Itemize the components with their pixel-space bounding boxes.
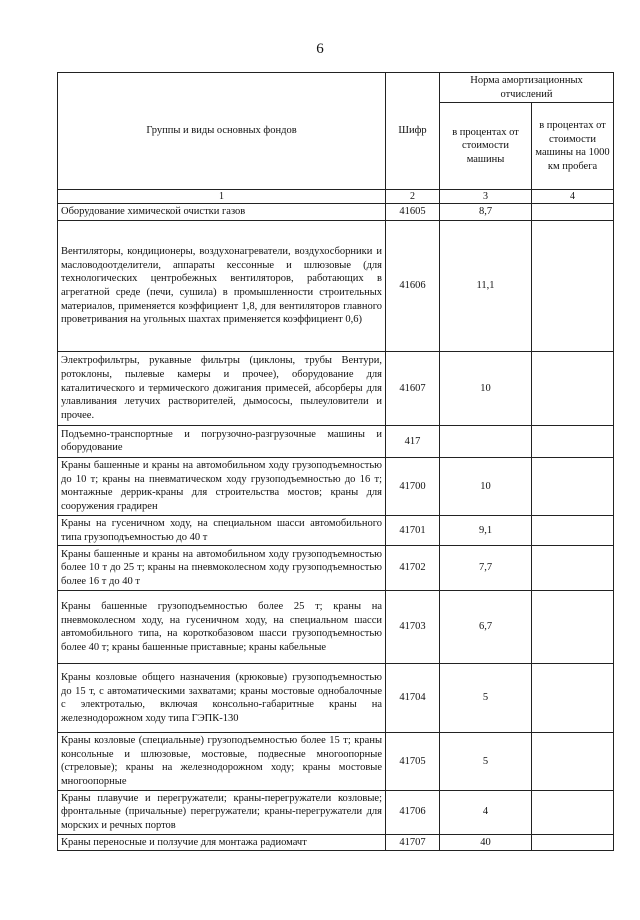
row-norm-km [532, 591, 614, 664]
row-norm-km [532, 220, 614, 351]
table-body [58, 204, 614, 851]
header-code: Шифр [386, 73, 440, 190]
row-norm-km [532, 204, 614, 221]
table-row [58, 351, 614, 425]
table-row [58, 457, 614, 515]
row-norm-pct: 10 [440, 457, 532, 515]
row-norm-pct: 11,1 [440, 220, 532, 351]
row-norm-km [532, 834, 614, 851]
column-number: 3 [440, 190, 532, 204]
table-row [58, 790, 614, 834]
row-code: 41605 [386, 204, 440, 221]
table-row [58, 733, 614, 791]
row-norm-pct: 4 [440, 790, 532, 834]
row-norm-pct: 5 [440, 733, 532, 791]
row-code: 41706 [386, 790, 440, 834]
row-description: Краны башенные и краны на автомобильном ходу грузоподъемностью более 10 т до 25 т; краны на пневмоколесном ходу грузоподъемностью более 16 т до 40 т [58, 546, 386, 591]
row-description: Краны козловые общего назначения (крюковые) грузоподъемностью до 15 т, с автоматическими захватами; краны мостовые однобалочные с электроталью, включая консольно-габаритные краны на железнодорожном ходу типа ГЭПК-130 [58, 664, 386, 733]
row-code: 41700 [386, 457, 440, 515]
table-header [58, 73, 614, 204]
table-row [58, 591, 614, 664]
row-description: Краны переносные и ползучие для монтажа радиомачт [58, 834, 386, 851]
row-norm-pct: 40 [440, 834, 532, 851]
row-description: Краны башенные грузоподъемностью более 25 т; краны на пневмоколесном ходу, на гусеничном ходу, на специальном шасси автомобильного типа, на короткобазовом шасси грузоподъемностью более 40 т; краны башенные приставные; краны кабельные [58, 591, 386, 664]
row-description: Вентиляторы, кондиционеры, воздухонагреватели, воздухосборники и масловодоотделители, аппараты кессонные и шлюзовые (для технологических центробежных вентиляторов, работающих в агрегатной среде (печи, сушила) в промышленности строительных материалов, применяется коэффициент 1,8, для вентиляторов главного проветривания на угольных шахтах применяется коэффициент 0,6) [58, 220, 386, 351]
row-norm-pct: 7,7 [440, 546, 532, 591]
row-norm-km [532, 664, 614, 733]
row-code: 41607 [386, 351, 440, 425]
row-code: 41704 [386, 664, 440, 733]
table-row [58, 664, 614, 733]
row-description: Краны на гусеничном ходу, на специальном шасси автомобильного типа грузоподъемностью до 40 т [58, 515, 386, 545]
row-norm-km [532, 546, 614, 591]
row-norm-pct: 8,7 [440, 204, 532, 221]
table-row [58, 204, 614, 221]
row-norm-km [532, 733, 614, 791]
row-code: 41707 [386, 834, 440, 851]
row-norm-pct: 10 [440, 351, 532, 425]
row-norm-km [532, 457, 614, 515]
row-norm-km [532, 515, 614, 545]
row-code: 41702 [386, 546, 440, 591]
table-row [58, 425, 614, 457]
depreciation-norms-table [57, 72, 614, 851]
header-norm-km: в процентах от стоимости машины на 1000 км пробега [532, 103, 614, 190]
column-numbers-row [58, 190, 614, 204]
header-groups: Группы и виды основных фондов [58, 73, 386, 190]
row-code: 41703 [386, 591, 440, 664]
header-norm: Норма амортизационных отчислений [440, 73, 614, 103]
row-norm-pct: 6,7 [440, 591, 532, 664]
row-norm-km [532, 790, 614, 834]
row-description: Краны плавучие и перегружатели; краны-перегружатели козловые; фронтальные (причальные) перегружатели; краны-перегружатели для морских и речных портов [58, 790, 386, 834]
table-row [58, 834, 614, 851]
header-row-top [58, 73, 614, 103]
table-row [58, 546, 614, 591]
row-code: 41606 [386, 220, 440, 351]
row-norm-km [532, 425, 614, 457]
row-norm-pct: 5 [440, 664, 532, 733]
row-description: Подъемно-транспортные и погрузочно-разгрузочные машины и оборудование [58, 425, 386, 457]
row-description: Электрофильтры, рукавные фильтры (циклоны, трубы Вентури, ротоклоны, пылевые камеры и прочее), оборудование для каталитического и термического дожигания примесей, абсорберы для улавливания летучих растворителей, дымососы, пылеуловители и прочее. [58, 351, 386, 425]
column-number: 2 [386, 190, 440, 204]
row-code: 417 [386, 425, 440, 457]
header-norm-pct: в процентах от стоимости машины [440, 103, 532, 190]
column-number: 1 [58, 190, 386, 204]
row-description: Краны башенные и краны на автомобильном ходу грузоподъемностью до 10 т; краны на пневматическом ходу грузоподъемностью до 16 т; монтажные деррик-краны для строительства мостов; краны для сооружения градирен [58, 457, 386, 515]
row-norm-pct [440, 425, 532, 457]
row-norm-pct: 9,1 [440, 515, 532, 545]
table-row [58, 220, 614, 351]
row-description: Оборудование химической очистки газов [58, 204, 386, 221]
row-norm-km [532, 351, 614, 425]
row-code: 41705 [386, 733, 440, 791]
column-number: 4 [532, 190, 614, 204]
table-row [58, 515, 614, 545]
row-description: Краны козловые (специальные) грузоподъемностью более 15 т; краны консольные и шлюзовые, мостовые, подвесные многоопорные (стреловые); краны на железнодорожном ходу; краны мостовые многоопорные [58, 733, 386, 791]
row-code: 41701 [386, 515, 440, 545]
page-number: 6 [316, 41, 324, 57]
